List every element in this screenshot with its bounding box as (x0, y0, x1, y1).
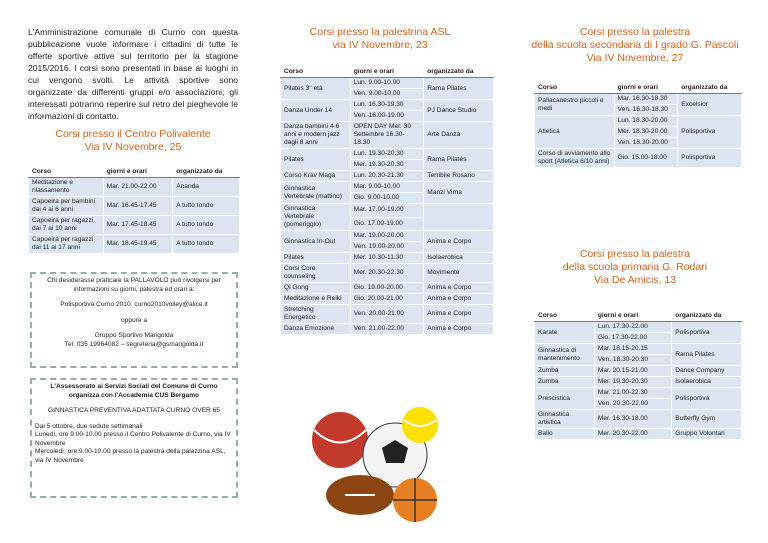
pallavolo-text: Chi desiderasse praticare la PALLAVOLO può rivolgersi per informazioni su giorni, palestra ed orari a: (47, 277, 221, 293)
pallavolo-box (30, 272, 238, 368)
table-cell: Terribile Rosario (424, 171, 494, 182)
table-cell: Mer. 20.30-22.00 (594, 429, 671, 440)
table-cell: PJ Dance Studio (424, 100, 494, 122)
table-cell: Gio. 17.30-22.00 (594, 333, 671, 344)
table-cell: Stretching Energetico (281, 305, 351, 324)
col-header: giorni e orari (614, 83, 678, 94)
table-cell: Karate (535, 322, 595, 344)
table-cell: Prescistica (535, 388, 595, 410)
table-cell: Ven. 21.00-22.00 (350, 324, 424, 335)
table-cell: Gio. 15.00-18.00 (614, 149, 678, 168)
table-cell: Ven. 18.30-20.00 (614, 138, 678, 149)
table-cell: Mar. 20.15-21.00 (594, 366, 671, 377)
table-cell: Gio. 19.00-20.00 (350, 283, 424, 294)
table-cell: Capoeira per ragazzi dai 7 ai 10 anni (29, 216, 104, 235)
table-cell: Mer. 19.30-20.30 (350, 160, 424, 171)
table-row (535, 410, 742, 429)
assessorato-text: L'Assessorato ai Servizi Sociali del Comune di Curno organizza con l'Accademia CUS Bergamo (50, 383, 218, 399)
col-header: giorni e orari (594, 311, 671, 322)
table-cell: Gio. 17.00-19.00 (350, 217, 424, 231)
table-cell: Capoeira per ragazzi dai 11 ai 17 anni (29, 235, 104, 254)
table-cell: Pallacanestro piccoli e medi (535, 94, 615, 116)
table-cell: Lun. 19.30-20.30 (350, 149, 424, 160)
table-cell: Zumba (535, 377, 595, 388)
rodari-table (534, 310, 742, 440)
table-row (281, 182, 494, 193)
table-cell: Anima e Corpo (424, 305, 494, 324)
table-cell: Mer. 19.30-20.30 (594, 377, 671, 388)
table-cell: Mar. 16.30-18.30 (614, 94, 678, 105)
table-cell: Rama Pilates (424, 78, 494, 100)
table-row (281, 122, 494, 149)
table-cell: Ananda (173, 178, 240, 197)
table-cell: Mar. 21.00-22.30 (594, 388, 671, 399)
table-cell: Ballo (535, 429, 595, 440)
col-header: Corso (281, 67, 351, 78)
table-cell: Polisportiva (672, 388, 742, 410)
pallavolo-contact: Gruppo Sportivo Marigolda (94, 332, 174, 339)
table-cell: Mar. 19.00-20.00 (350, 231, 424, 242)
table-cell: Meditazione e Reiki (281, 294, 351, 305)
table-row (281, 100, 494, 111)
table-cell: Mar. 9.00-10.00 (350, 182, 424, 193)
assessorato-schedule (35, 423, 233, 466)
table-row (281, 283, 494, 294)
intro-text: L'Amministrazione comunale di Curno con questa pubblicazione vuole informare i cittadini di tutte le offerte sportive attive sul territorio per la stagione 2015/2016. I corsi sono presentati in base ai luoghi in cui vengono svolti. Le attività sportive sono organizzate da differenti gruppi e/o associazioni; gli interessati potranno reperire sul retro del pieghevole le informazioni di contatto. (28, 27, 238, 121)
rodari-heading (530, 248, 740, 287)
table-cell: A tutto tondo (173, 216, 240, 235)
col-header: organizzato da (678, 83, 742, 94)
heading-line: Via IV Novembre, 27 (586, 52, 684, 64)
table-cell: A tutto tondo (173, 235, 240, 254)
table-cell: Polisportiva (678, 149, 742, 168)
table-cell: Danza Emozione (281, 324, 351, 335)
table-cell: Ven. 20.30-22.00 (594, 399, 671, 410)
table-cell: Mer. 20.30-22.30 (350, 264, 424, 283)
table-cell: Anima e Corpo (424, 324, 494, 335)
table-row (29, 178, 240, 197)
assessorato-title: GINNASTICA PREVENTIVA ADATTATA CURNO OVER 65 (48, 407, 220, 414)
table-cell: Ginnastica Vertebrale (pomeriggio) (281, 204, 351, 231)
col-header: Corso (535, 83, 615, 94)
heading-line: Corsi presso la palestra (579, 26, 691, 38)
table-cell: Ginnastica artistica (535, 410, 595, 429)
table-row (535, 366, 742, 377)
table-cell: Gio. 9.00-10.00 (350, 193, 424, 204)
table-cell: Pilates 3" età (281, 78, 351, 100)
table-cell: Anima e Corpo (424, 231, 494, 253)
table-cell: Gio. 20.00-21.00 (350, 294, 424, 305)
schedule-line: Lunedì, ore 9.00-10.00 presso il Centro Polivalente di Curno, via IV Novembre (35, 431, 231, 447)
table-cell: Ven. 16.00-19.00 (350, 111, 424, 122)
table-row (281, 204, 494, 218)
table-cell: Rama Pilates (672, 344, 742, 366)
table-row (281, 294, 494, 305)
table-cell: Mar. 17.00-19.00 (350, 204, 424, 218)
table-cell: Ginnastica Vertebrale (mattino) (281, 182, 351, 204)
table-row (535, 429, 742, 440)
table-cell: Ven. 16.30-18.30 (614, 105, 678, 116)
table-row (281, 231, 494, 242)
table-cell: Excelsior (678, 94, 742, 116)
table-cell: Lun. 16.30-19.30 (350, 100, 424, 111)
table-cell: Ven. 20.00-21.00 (350, 305, 424, 324)
table-cell: Ven. 18.30-20.30 (594, 355, 671, 366)
table-row (281, 78, 494, 89)
table-cell: Ven. 9.00-10.00 (350, 89, 424, 100)
table-cell: Qi Gong (281, 283, 351, 294)
asl-heading (280, 26, 480, 52)
pascoli-table (534, 82, 742, 168)
table-cell: Zumba (535, 366, 595, 377)
heading-line: Corsi presso il Centro Polivalente (55, 128, 211, 140)
table-cell: A tutto tondo (173, 197, 240, 216)
pascoli-heading (530, 26, 740, 65)
pallavolo-text: oppure a (120, 316, 148, 324)
table-cell: Ginnastica di mantenimento (535, 344, 595, 366)
table-cell: Lun. 18.30-20.00 (614, 116, 678, 127)
table-cell: Lun. 9.00-10.00 (350, 78, 424, 89)
table-row (535, 377, 742, 388)
table-cell: Anima e Corpo (424, 294, 494, 305)
pallavolo-contact: Tel. 035 19964082 – segreteria@gsmarigolda.it (64, 340, 204, 348)
table-cell: Mar. 18.15-20.15 (594, 344, 671, 355)
table-cell: Mer. 18.30-20.00 (614, 127, 678, 138)
table-cell: Dance Company (672, 366, 742, 377)
table-cell: Mar. 21.00-22.00 (103, 178, 173, 197)
col-header: giorni e orari (350, 67, 424, 78)
heading-line: della scuola secondaria di I grado G. Pascoli (531, 39, 739, 51)
polivalente-table (28, 166, 240, 254)
table-cell: Corso Krav Maga (281, 171, 351, 182)
schedule-line: Mercoledì, ore 9.00-10.00 presso la palestra della palazzina ASL, via IV Novembre (35, 448, 226, 464)
table-cell: Butterfly Gym (672, 410, 742, 429)
table-row (535, 344, 742, 355)
table-cell: Manzi Virna (424, 182, 494, 204)
table-cell: Corsi Core counseling (281, 264, 351, 283)
table-cell: Lun. 17.30-22.00 (594, 322, 671, 333)
table-row (281, 149, 494, 160)
table-row (281, 324, 494, 335)
table-row (281, 253, 494, 264)
table-cell (424, 204, 494, 231)
table-cell: Pilates (281, 149, 351, 171)
table-row (281, 305, 494, 324)
col-header: organizzato da (424, 67, 494, 78)
heading-line: Via IV Novembre, 25 (84, 141, 182, 153)
table-row (281, 264, 494, 283)
col-header: Corso (29, 167, 104, 178)
heading-line: della scuola primaria G. Rodari (562, 261, 708, 273)
sports-balls-image (300, 400, 450, 530)
table-cell: Capoeira per bambini dai 4 ai 6 anni (29, 197, 104, 216)
schedule-line: Dal 5 ottobre, due sedute settimanali (35, 422, 143, 430)
table-cell: Pilates (281, 253, 351, 264)
table-cell: Mar. 18.45-19.45 (103, 235, 173, 254)
heading-line: via IV Novembre, 23 (332, 39, 428, 51)
table-cell: Polisportiva (672, 322, 742, 344)
table-cell: Isolaerobica (672, 377, 742, 388)
table-cell: OPEN DAY Mer. 30 Settembre 16.30-18.30 (350, 122, 424, 149)
table-cell: Mer. 16.30-18.00 (594, 410, 671, 429)
table-cell: Danza bambini 4-6 anni e modern jazz dagli 8 anni (281, 122, 351, 149)
table-row (535, 94, 742, 105)
table-row (29, 235, 240, 254)
table-cell: Polisportiva (678, 116, 742, 149)
col-header: Corso (535, 311, 595, 322)
table-row (29, 197, 240, 216)
heading-line: Corsi presso la palestra (579, 248, 691, 260)
table-cell: Isolaerobica (424, 253, 494, 264)
pallavolo-contact: Polisportiva Curno 2010: curno2010volley@alice.it (60, 301, 208, 308)
table-row (29, 216, 240, 235)
asl-table (280, 66, 494, 335)
table-cell: Ginnastica In-Out (281, 231, 351, 253)
col-header: organizzato da (173, 167, 240, 178)
assessorato-box (30, 378, 238, 498)
col-header: giorni e orari (103, 167, 173, 178)
heading-line: Corsi presso la palestrina ASL (309, 26, 451, 38)
table-row (281, 171, 494, 182)
table-cell: Rama Pilates (424, 149, 494, 171)
heading-line: Via De Amicis, 13 (593, 274, 677, 286)
table-cell: Danza Under 14 (281, 100, 351, 122)
table-row (535, 388, 742, 399)
table-row (535, 116, 742, 127)
table-cell: Anima e Corpo (424, 283, 494, 294)
table-row (535, 149, 742, 168)
table-cell: Mer. 10.30-11.30 (350, 253, 424, 264)
table-cell: Lun. 20.30-21.30 (350, 171, 424, 182)
table-cell: Corso di avviamento allo sport (Atletica 6/10 anni) (535, 149, 615, 168)
col-header: organizzato da (672, 311, 742, 322)
table-cell: Gruppo Volontari (672, 429, 742, 440)
table-cell: Arte Danza (424, 122, 494, 149)
table-cell: Atletica (535, 116, 615, 149)
table-row (535, 322, 742, 333)
table-cell: Movimente (424, 264, 494, 283)
polivalente-heading (28, 128, 238, 154)
table-cell: Mar. 17.45-18.45 (103, 216, 173, 235)
table-cell: Meditazione e rilassamento (29, 178, 104, 197)
table-cell: Mar. 16.45-17.45 (103, 197, 173, 216)
table-cell: Ven. 19.00-20.00 (350, 242, 424, 253)
